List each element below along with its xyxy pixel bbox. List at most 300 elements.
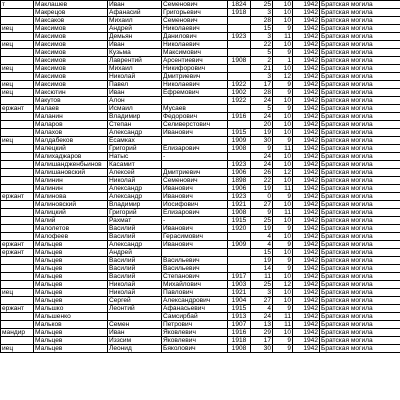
rank-cell — [1, 337, 34, 345]
death-day-cell: 0 — [251, 193, 273, 201]
birth-year-cell — [228, 121, 251, 129]
birth-year-cell: 1824 — [228, 1, 251, 9]
first-name-cell: Алон — [108, 97, 162, 105]
rank-cell — [1, 57, 34, 65]
surname-cell: Макутов — [34, 97, 108, 105]
first-name-cell: Леонтий — [108, 305, 162, 313]
death-month-cell: 12 — [273, 169, 293, 177]
death-year-cell: 1942 — [293, 257, 320, 265]
patronymic-cell: Герасимович — [162, 233, 228, 241]
burial-place-cell: Братская могила — [320, 201, 400, 209]
surname-cell: Максютин — [34, 89, 108, 97]
death-year-cell: 1942 — [293, 241, 320, 249]
surname-cell: Мальцев — [34, 249, 108, 257]
death-month-cell: 9 — [273, 265, 293, 273]
first-name-cell: Николай — [108, 289, 162, 297]
table-row — [1, 321, 400, 329]
burial-place-cell: Братская могила — [320, 249, 400, 257]
death-month-cell: 9 — [273, 241, 293, 249]
patronymic-cell — [162, 161, 228, 169]
burial-place-cell: Братская могила — [320, 209, 400, 217]
death-year-cell: 1942 — [293, 345, 320, 353]
death-day-cell: 2 — [251, 57, 273, 65]
death-month-cell: 11 — [273, 185, 293, 193]
first-name-cell: Павел — [108, 81, 162, 89]
death-day-cell: 25 — [251, 1, 273, 9]
table-row — [1, 161, 400, 169]
death-month-cell: 10 — [273, 65, 293, 73]
birth-year-cell: 1916 — [228, 329, 251, 337]
death-year-cell: 1942 — [293, 49, 320, 57]
table-row — [1, 193, 400, 201]
patronymic-cell: Павлович — [162, 289, 228, 297]
birth-year-cell: 1903 — [228, 281, 251, 289]
death-month-cell: 9 — [273, 49, 293, 57]
first-name-cell: Григорий — [108, 209, 162, 217]
patronymic-cell: Мусаев — [162, 105, 228, 113]
death-year-cell: 1942 — [293, 17, 320, 25]
rank-cell: ержант — [1, 241, 34, 249]
table-row — [1, 57, 400, 65]
surname-cell: Мальцев — [34, 257, 108, 265]
rank-cell: иец — [1, 89, 34, 97]
birth-year-cell: 1907 — [228, 321, 251, 329]
patronymic-cell: Николаевич — [162, 41, 228, 49]
table-row — [1, 177, 400, 185]
patronymic-cell: Дмитриевич — [162, 169, 228, 177]
table-row — [1, 81, 400, 89]
patronymic-cell: Федорович — [162, 113, 228, 121]
death-year-cell: 1942 — [293, 73, 320, 81]
rank-cell — [1, 185, 34, 193]
death-month-cell: 10 — [273, 161, 293, 169]
death-day-cell: 24 — [251, 113, 273, 121]
first-name-cell: Григорий — [108, 145, 162, 153]
surname-cell: Мальков — [34, 321, 108, 329]
death-year-cell: 1942 — [293, 265, 320, 273]
death-month-cell: 10 — [273, 273, 293, 281]
death-day-cell: 22 — [251, 41, 273, 49]
patronymic-cell: Семенович — [162, 177, 228, 185]
table-row — [1, 313, 400, 321]
patronymic-cell: Яковлевич — [162, 337, 228, 345]
burial-place-cell: Братская могила — [320, 177, 400, 185]
table-row — [1, 337, 400, 345]
rank-cell — [1, 161, 34, 169]
first-name-cell: Василий — [108, 273, 162, 281]
rank-cell — [1, 225, 34, 233]
death-month-cell: 10 — [273, 113, 293, 121]
table-row — [1, 345, 400, 353]
death-year-cell: 1942 — [293, 337, 320, 345]
surname-cell: Максимов — [34, 25, 108, 33]
burial-place-cell: Братская могила — [320, 193, 400, 201]
death-day-cell: 20 — [251, 121, 273, 129]
death-day-cell: 25 — [251, 217, 273, 225]
death-year-cell: 1942 — [293, 297, 320, 305]
birth-year-cell — [228, 17, 251, 25]
table-row — [1, 49, 400, 57]
burial-place-cell: Братская могила — [320, 225, 400, 233]
first-name-cell: Николай — [108, 281, 162, 289]
death-month-cell: 9 — [273, 305, 293, 313]
death-day-cell: 3 — [251, 9, 273, 17]
birth-year-cell: 1916 — [228, 113, 251, 121]
surname-cell: Мальцев — [34, 297, 108, 305]
burial-place-cell: Братская могила — [320, 153, 400, 161]
table-row — [1, 153, 400, 161]
table-row — [1, 169, 400, 177]
death-year-cell: 1942 — [293, 249, 320, 257]
burial-place-cell: Братская могила — [320, 65, 400, 73]
birth-year-cell: 1923 — [228, 33, 251, 41]
surname-cell: Максимов — [34, 81, 108, 89]
birth-year-cell: 1908 — [228, 57, 251, 65]
burial-place-cell: Братская могила — [320, 233, 400, 241]
birth-year-cell: 1906 — [228, 185, 251, 193]
death-year-cell: 1942 — [293, 329, 320, 337]
rank-cell — [1, 17, 34, 25]
table-body — [1, 1, 400, 353]
patronymic-cell: Никифорович — [162, 65, 228, 73]
death-year-cell: 1942 — [293, 137, 320, 145]
patronymic-cell: Бяколович — [162, 345, 228, 353]
burial-place-cell: Братская могила — [320, 257, 400, 265]
burial-place-cell: Братская могила — [320, 241, 400, 249]
burial-place-cell: Братская могила — [320, 329, 400, 337]
death-year-cell: 1942 — [293, 153, 320, 161]
surname-cell: Малишановский — [34, 169, 108, 177]
table-row — [1, 241, 400, 249]
death-month-cell: 9 — [273, 137, 293, 145]
death-month-cell: 9 — [273, 89, 293, 97]
death-month-cell: 10 — [273, 41, 293, 49]
burial-place-cell: Братская могила — [320, 33, 400, 41]
patronymic-cell: Данилович — [162, 33, 228, 41]
patronymic-cell: Петрович — [162, 321, 228, 329]
death-year-cell: 1942 — [293, 185, 320, 193]
death-day-cell: 19 — [251, 225, 273, 233]
burial-place-cell: Братская могила — [320, 169, 400, 177]
death-month-cell: 10 — [273, 97, 293, 105]
birth-year-cell: 1920 — [228, 225, 251, 233]
surname-cell: Малецкий — [34, 145, 108, 153]
table-row — [1, 209, 400, 217]
burial-place-cell: Братская могила — [320, 337, 400, 345]
rank-cell: иец — [1, 289, 34, 297]
death-year-cell: 1942 — [293, 81, 320, 89]
first-name-cell — [108, 313, 162, 321]
rank-cell — [1, 153, 34, 161]
birth-year-cell: 1909 — [228, 137, 251, 145]
death-year-cell: 1942 — [293, 313, 320, 321]
surname-cell: Малиновский — [34, 201, 108, 209]
first-name-cell: Афанасий — [108, 9, 162, 17]
death-year-cell: 1942 — [293, 105, 320, 113]
death-month-cell: 11 — [273, 313, 293, 321]
death-year-cell: 1942 — [293, 201, 320, 209]
surname-cell: Мальшенко — [34, 313, 108, 321]
death-day-cell: 11 — [251, 273, 273, 281]
patronymic-cell: Максимович — [162, 49, 228, 57]
death-month-cell: 9 — [273, 225, 293, 233]
patronymic-cell: Васильевич — [162, 257, 228, 265]
rank-cell — [1, 201, 34, 209]
burial-place-cell: Братская могила — [320, 185, 400, 193]
birth-year-cell: 1913 — [228, 313, 251, 321]
death-month-cell: 10 — [273, 201, 293, 209]
burial-place-cell: Братская могила — [320, 89, 400, 97]
table-row — [1, 89, 400, 97]
death-month-cell: 10 — [273, 121, 293, 129]
first-name-cell: Исмаил — [108, 105, 162, 113]
death-day-cell: 21 — [251, 65, 273, 73]
birth-year-cell: 1909 — [228, 241, 251, 249]
birth-year-cell — [228, 153, 251, 161]
table-row — [1, 185, 400, 193]
patronymic-cell: Иванович — [162, 185, 228, 193]
patronymic-cell: Елизарович — [162, 145, 228, 153]
death-year-cell: 1942 — [293, 169, 320, 177]
patronymic-cell: Иванович — [162, 129, 228, 137]
table-row — [1, 217, 400, 225]
death-year-cell: 1942 — [293, 281, 320, 289]
death-day-cell: 3 — [251, 289, 273, 297]
first-name-cell: Иван — [108, 89, 162, 97]
surname-cell: Макрецов — [34, 9, 108, 17]
death-day-cell: 27 — [251, 201, 273, 209]
table-row — [1, 97, 400, 105]
death-day-cell: 15 — [251, 249, 273, 257]
death-month-cell: 9 — [273, 105, 293, 113]
birth-year-cell: 1904 — [228, 297, 251, 305]
death-day-cell: 19 — [251, 257, 273, 265]
first-name-cell: Лаврентий — [108, 57, 162, 65]
death-month-cell: 10 — [273, 153, 293, 161]
burial-place-cell: Братская могила — [320, 313, 400, 321]
birth-year-cell: 1915 — [228, 129, 251, 137]
surname-cell: Мальцев — [34, 265, 108, 273]
death-day-cell: 30 — [251, 137, 273, 145]
birth-year-cell: 1918 — [228, 337, 251, 345]
death-day-cell: 4 — [251, 241, 273, 249]
death-month-cell: 9 — [273, 257, 293, 265]
first-name-cell: Александр — [108, 185, 162, 193]
death-year-cell: 1942 — [293, 209, 320, 217]
surname-cell: Малахов — [34, 129, 108, 137]
first-name-cell: Андрей — [108, 249, 162, 257]
birth-year-cell — [228, 49, 251, 57]
patronymic-cell: Арсентиевич — [162, 57, 228, 65]
patronymic-cell: Иванович — [162, 225, 228, 233]
table-row — [1, 105, 400, 113]
table-row — [1, 233, 400, 241]
death-day-cell: 15 — [251, 25, 273, 33]
burial-place-cell: Братская могила — [320, 289, 400, 297]
table-row — [1, 129, 400, 137]
death-day-cell: 14 — [251, 265, 273, 273]
death-year-cell: 1942 — [293, 41, 320, 49]
rank-cell: иец — [1, 137, 34, 145]
patronymic-cell: Селиверстович — [162, 121, 228, 129]
rank-cell — [1, 49, 34, 57]
first-name-cell: Кузьма — [108, 49, 162, 57]
first-name-cell: Касамит — [108, 161, 162, 169]
death-day-cell: 19 — [251, 185, 273, 193]
table-row — [1, 145, 400, 153]
surname-cell: Малдабеков — [34, 137, 108, 145]
first-name-cell: Михаил — [108, 65, 162, 73]
death-day-cell: 24 — [251, 161, 273, 169]
rank-cell — [1, 217, 34, 225]
table-row — [1, 33, 400, 41]
first-name-cell: Василий — [108, 233, 162, 241]
surname-cell: Малишандженбьинов — [34, 161, 108, 169]
burial-place-cell: Братская могила — [320, 81, 400, 89]
surname-cell: Мальцев — [34, 289, 108, 297]
first-name-cell: Иззсим — [108, 337, 162, 345]
surname-cell: Малофеев — [34, 233, 108, 241]
first-name-cell: Семен — [108, 321, 162, 329]
surname-cell: Максимов — [34, 49, 108, 57]
first-name-cell: Владимир — [108, 201, 162, 209]
surname-cell: Мальцев — [34, 273, 108, 281]
death-year-cell: 1942 — [293, 129, 320, 137]
surname-cell: Малихаджаров — [34, 153, 108, 161]
death-day-cell: 24 — [251, 97, 273, 105]
death-year-cell: 1942 — [293, 65, 320, 73]
death-month-cell: 9 — [273, 345, 293, 353]
birth-year-cell — [228, 73, 251, 81]
table-row — [1, 273, 400, 281]
death-year-cell: 1942 — [293, 89, 320, 97]
surname-cell: Мальцев — [34, 281, 108, 289]
death-day-cell: 29 — [251, 329, 273, 337]
burial-place-cell: Братская могила — [320, 265, 400, 273]
surname-cell: Малинин — [34, 185, 108, 193]
first-name-cell: Михаил — [108, 17, 162, 25]
surname-cell: Малолетов — [34, 225, 108, 233]
table-row — [1, 249, 400, 257]
rank-cell — [1, 177, 34, 185]
burial-place-cell: Братская могила — [320, 161, 400, 169]
burial-place-cell: Братская могила — [320, 25, 400, 33]
death-year-cell: 1942 — [293, 225, 320, 233]
patronymic-cell: - — [162, 217, 228, 225]
burial-place-cell: Братская могила — [320, 217, 400, 225]
death-day-cell: 24 — [251, 153, 273, 161]
rank-cell — [1, 281, 34, 289]
first-name-cell: Василий — [108, 265, 162, 273]
table-row — [1, 329, 400, 337]
rank-cell: ержант — [1, 305, 34, 313]
death-day-cell: 24 — [251, 313, 273, 321]
rank-cell — [1, 73, 34, 81]
death-year-cell: 1942 — [293, 305, 320, 313]
death-month-cell: 1 — [273, 57, 293, 65]
death-month-cell: 12 — [273, 281, 293, 289]
death-day-cell: 5 — [251, 49, 273, 57]
patronymic-cell — [162, 137, 228, 145]
rank-cell: иец — [1, 81, 34, 89]
surname-cell: Мальцев — [34, 337, 108, 345]
surname-cell: Маланин — [34, 113, 108, 121]
burial-place-cell: Братская могила — [320, 17, 400, 25]
death-year-cell: 1942 — [293, 177, 320, 185]
death-year-cell: 1942 — [293, 273, 320, 281]
first-name-cell: Андрей — [108, 25, 162, 33]
birth-year-cell: 1922 — [228, 97, 251, 105]
birth-year-cell: 1923 — [228, 161, 251, 169]
burial-place-cell: Братская могила — [320, 9, 400, 17]
surname-cell: Максимов — [34, 65, 108, 73]
table-row — [1, 17, 400, 25]
birth-year-cell: 1918 — [228, 9, 251, 17]
death-day-cell: 19 — [251, 129, 273, 137]
death-month-cell: 11 — [273, 321, 293, 329]
surname-cell: Малаев — [34, 105, 108, 113]
birth-year-cell — [228, 233, 251, 241]
death-month-cell: 10 — [273, 233, 293, 241]
death-year-cell: 1942 — [293, 97, 320, 105]
patronymic-cell: Степанович — [162, 273, 228, 281]
rank-cell — [1, 297, 34, 305]
table-row — [1, 137, 400, 145]
patronymic-cell: Самсирбай — [162, 313, 228, 321]
burial-place-cell: Братская могила — [320, 137, 400, 145]
first-name-cell: Сергей — [108, 297, 162, 305]
rank-cell: иец — [1, 41, 34, 49]
patronymic-cell: Семенович — [162, 1, 228, 9]
death-year-cell: 1942 — [293, 1, 320, 9]
rank-cell — [1, 121, 34, 129]
death-month-cell: 10 — [273, 217, 293, 225]
first-name-cell: Алексей — [108, 169, 162, 177]
birth-year-cell: 1906 — [228, 169, 251, 177]
rank-cell — [1, 321, 34, 329]
patronymic-cell: Ефремович — [162, 89, 228, 97]
patronymic-cell: Дмитриевич — [162, 73, 228, 81]
birth-year-cell: 1921 — [228, 201, 251, 209]
burial-place-cell: Братская могила — [320, 113, 400, 121]
birth-year-cell: 1908 — [228, 345, 251, 353]
birth-year-cell: 1915 — [228, 217, 251, 225]
patronymic-cell: Яковлевич — [162, 329, 228, 337]
birth-year-cell: 1908 — [228, 145, 251, 153]
death-day-cell: 4 — [251, 305, 273, 313]
patronymic-cell: Николаевич — [162, 25, 228, 33]
burial-place-cell: Братская могила — [320, 345, 400, 353]
first-name-cell: Леонид — [108, 345, 162, 353]
surname-cell: Максимов — [34, 33, 108, 41]
first-name-cell: Натыс — [108, 153, 162, 161]
rank-cell: мандир — [1, 329, 34, 337]
surname-cell: Малинин — [34, 177, 108, 185]
birth-year-cell: 1915 — [228, 305, 251, 313]
death-day-cell: 13 — [251, 321, 273, 329]
birth-year-cell — [228, 257, 251, 265]
death-day-cell: 26 — [251, 169, 273, 177]
table-row — [1, 201, 400, 209]
table-row — [1, 25, 400, 33]
birth-year-cell: 1898 — [228, 177, 251, 185]
death-month-cell: 10 — [273, 17, 293, 25]
birth-year-cell: 1902 — [228, 89, 251, 97]
rank-cell — [1, 257, 34, 265]
table-row — [1, 121, 400, 129]
surname-cell: Маларов — [34, 121, 108, 129]
death-day-cell: 3 — [251, 73, 273, 81]
